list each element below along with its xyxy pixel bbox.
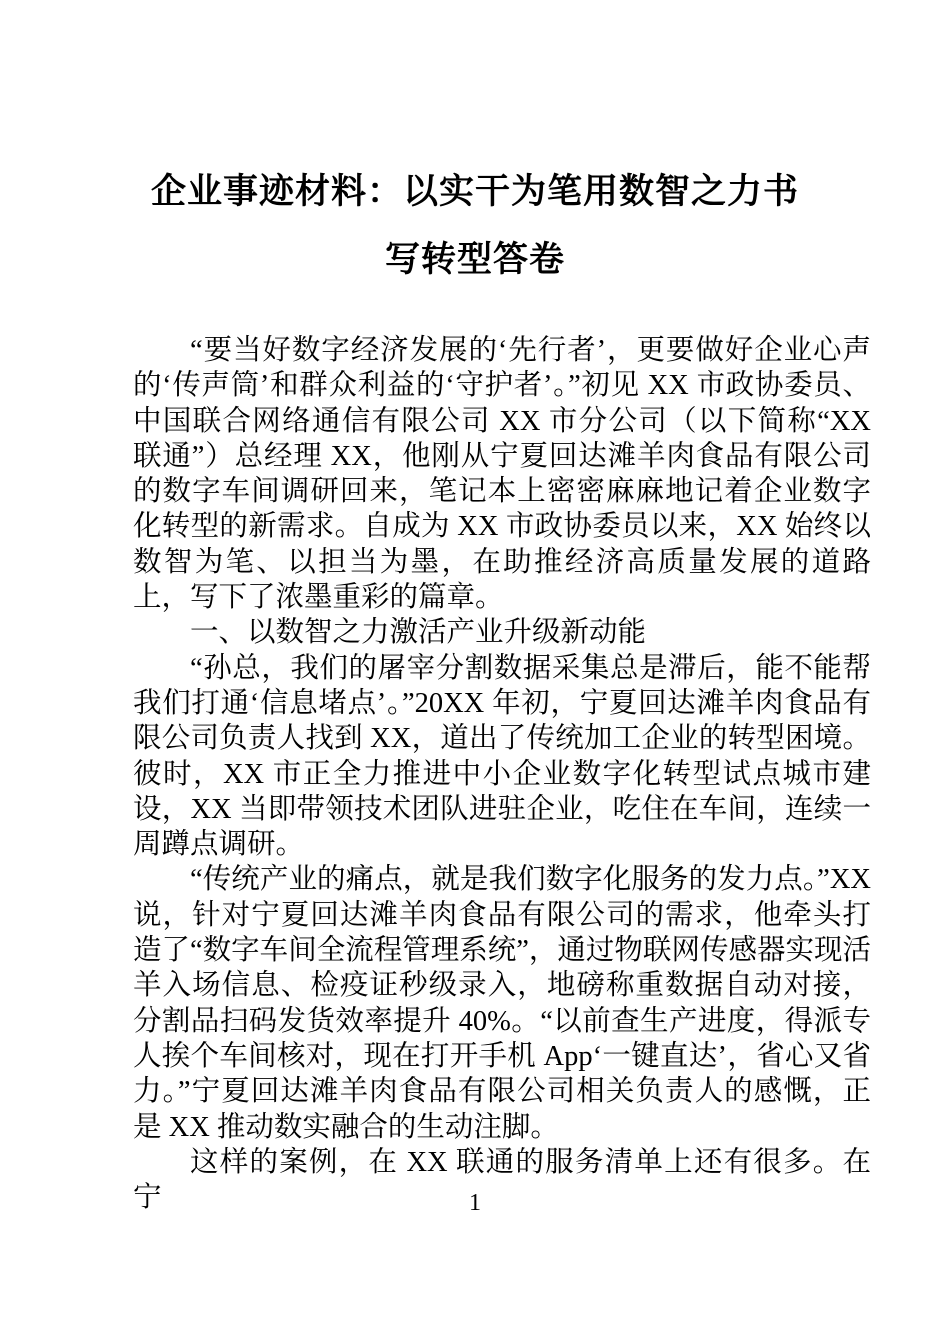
page-number: 1 bbox=[469, 1190, 481, 1216]
title-line-2: 写转型答卷 bbox=[384, 240, 565, 279]
paragraph: “传统产业的痛点，就是我们数字化服务的发力点。”XX 说，针对宁夏回达滩羊肉食品有限公司的需求，他牵头打造了“数字车间全流程管理系统”，通过物联网传感器实现活羊入场信息、检疫证秒级录入，地磅称重数据自动对接，分割品扫码发货效率提升 40%。“以前查生产进度，得派专人挨个车间核对，现在打开手机 App‘一键直达’，省心又省力。”宁夏回达滩羊肉食品有限公司相关负责人的感慨，正是 XX 推动数实融合的生动注脚。 bbox=[133, 864, 871, 1143]
section-heading: 一、以数智之力激活产业升级新动能 bbox=[190, 617, 647, 649]
document-body bbox=[133, 333, 871, 1215]
paragraph: “要当好数字经济发展的‘先行者’，更要做好企业心声的‘传声筒’和群众利益的‘守护者’。”初见 XX 市政协委员、中国联合网络通信有限公司 XX 市分公司（以下简称“XX 联通”）总经理 XX，他刚从宁夏回达滩羊肉食品有限公司的数字车间调研回来，笔记本上密密麻麻地记着企业数字化转型的新需求。自成为 XX 市政协委员以来，XX 始终以数智为笔、以担当为墨，在助推经济高质量发展的道路上，写下了浓墨重彩的篇章。 bbox=[133, 335, 871, 614]
paragraph: 这样的案例，在 XX 联通的服务清单上还有很多。在宁 bbox=[133, 1146, 871, 1214]
paragraph: “孙总，我们的屠宰分割数据采集总是滞后，能不能帮我们打通‘信息堵点’。”20XX 年初，宁夏回达滩羊肉食品有限公司负责人找到 XX，道出了传统加工企业的转型困境。彼时，XX 市正全力推进中小企业数字化转型试点城市建设，XX 当即带领技术团队进驻企业，吃住在车间，连续一周蹲点调研。 bbox=[133, 652, 871, 861]
title-line-1: 企业事迹材料：以实干为笔用数智之力书 bbox=[150, 172, 799, 211]
document-title bbox=[0, 158, 950, 294]
